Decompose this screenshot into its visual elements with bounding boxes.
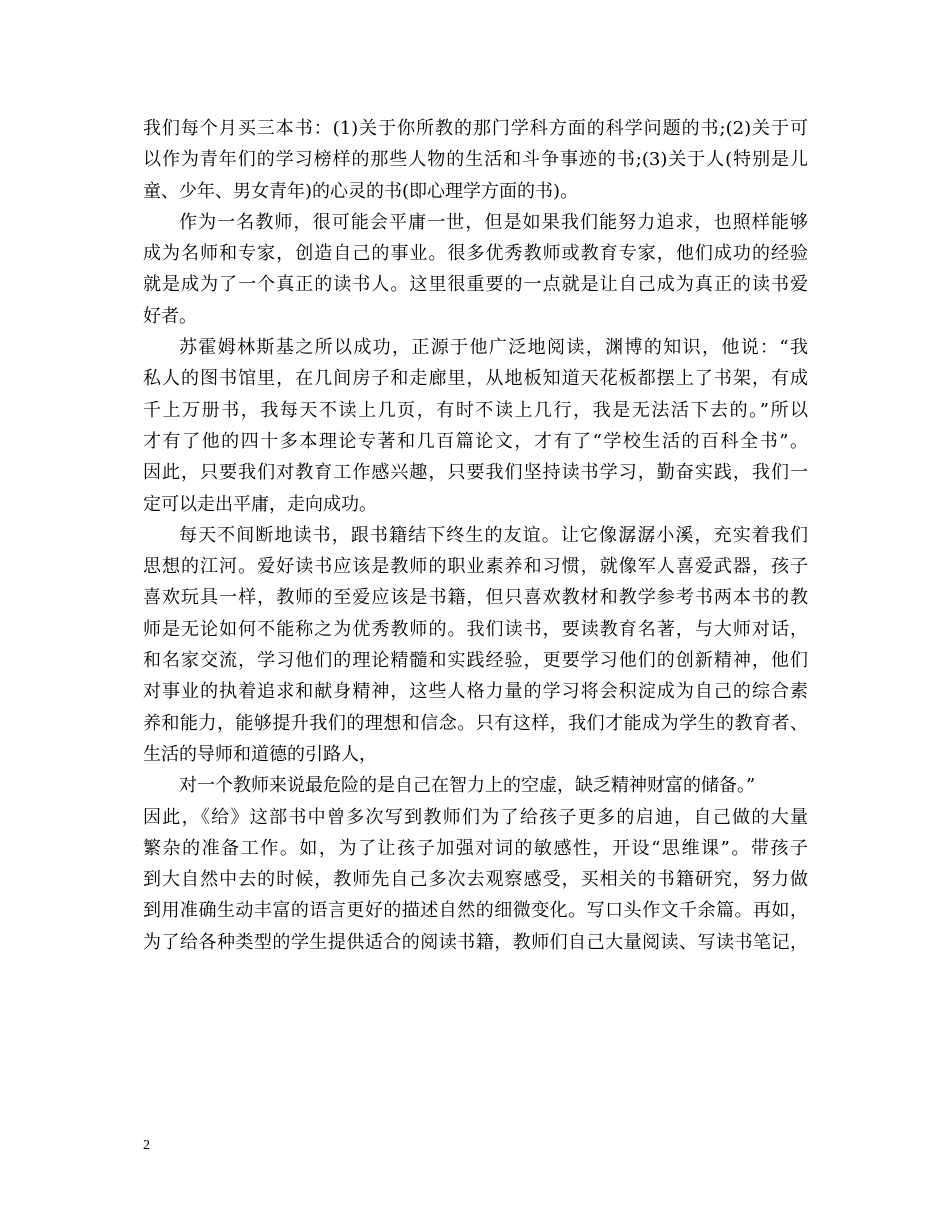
- text-line: 成为名师和专家，创造自己的事业。很多优秀教师或教育专家，他们成功的经验: [143, 243, 808, 265]
- text-line: 好者。: [143, 305, 197, 327]
- text-line: 养和能力，能够提升我们的理想和信念。只有这样，我们才能成为学生的教育者、: [143, 712, 808, 734]
- text-line: 私人的图书馆里，在几间房子和走廊里，从地板知道天花板都摆上了书架，有成: [143, 368, 808, 390]
- text-line: 为了给各种类型的学生提供适合的阅读书籍，教师们自己大量阅读、写读书笔记，: [143, 931, 808, 953]
- text-line: 思想的江河。爱好读书应该是教师的职业素养和习惯，就像军人喜爱武器，孩子: [143, 556, 808, 578]
- text-line: 到用准确生动丰富的语言更好的描述自然的细微变化。写口头作文千余篇。再如，: [143, 900, 808, 922]
- text-line: 作为一名教师，很可能会平庸一世，但是如果我们能努力追求，也照样能够: [179, 211, 808, 233]
- text-line: 师是无论如何不能称之为优秀教师的。我们读书，要读教育名著，与大师对话，: [143, 618, 808, 640]
- text-line: 对一个教师来说最危险的是自己在智力上的空虚，缺乏精神财富的储备。”: [179, 775, 756, 797]
- text-line: 到大自然中去的时候，教师先自己多次去观察感受，买相关的书籍研究，努力做: [143, 869, 808, 891]
- text-line: 就是成为了一个真正的读书人。这里很重要的一点就是让自己成为真正的读书爱: [143, 274, 808, 296]
- text-line: 苏霍姆林斯基之所以成功，正源于他广泛地阅读，渊博的知识，他说：“我: [179, 337, 808, 359]
- text-line: 因此，《给》这部书中曾多次写到教师们为了给孩子更多的启迪，自己做的大量: [143, 806, 808, 828]
- text-line: 以作为青年们的学习榜样的那些人物的生活和斗争事迹的书;(3)关于人(特别是儿: [143, 149, 808, 171]
- text-line: 千上万册书，我每天不读上几页，有时不读上几行，我是无法活下去的。”所以: [143, 399, 808, 421]
- page-number: 2: [143, 1138, 150, 1153]
- text-line: 童、少年、男女青年)的心灵的书(即心理学方面的书)。: [143, 180, 579, 202]
- text-line: 对事业的执着追求和献身精神，这些人格力量的学习将会积淀成为自己的综合素: [143, 681, 808, 703]
- document-body: [143, 113, 808, 958]
- text-line: 因此，只要我们对教育工作感兴趣，只要我们坚持读书学习，勤奋实践，我们一: [143, 462, 808, 484]
- text-line: 喜欢玩具一样，教师的至爱应该是书籍，但只喜欢教材和教学参考书两本书的教: [143, 587, 808, 609]
- text-line: 才有了他的四十多本理论专著和几百篇论文，才有了“学校生活的百科全书”。: [143, 430, 808, 452]
- text-line: 和名家交流，学习他们的理论精髓和实践经验，更要学习他们的创新精神，他们: [143, 650, 808, 672]
- text-line: 我们每个月买三本书：(1)关于你所教的那门学科方面的科学问题的书;(2)关于可: [143, 118, 808, 139]
- text-line: 每天不间断地读书，跟书籍结下终生的友谊。让它像潺潺小溪，充实着我们: [179, 524, 808, 546]
- text-line: 定可以走出平庸，走向成功。: [143, 493, 377, 515]
- text-line: 生活的导师和道德的引路人，: [143, 743, 377, 765]
- text-line: 繁杂的准备工作。如，为了让孩子加强对词的敏感性，开设“思维课”。带孩子: [143, 837, 808, 859]
